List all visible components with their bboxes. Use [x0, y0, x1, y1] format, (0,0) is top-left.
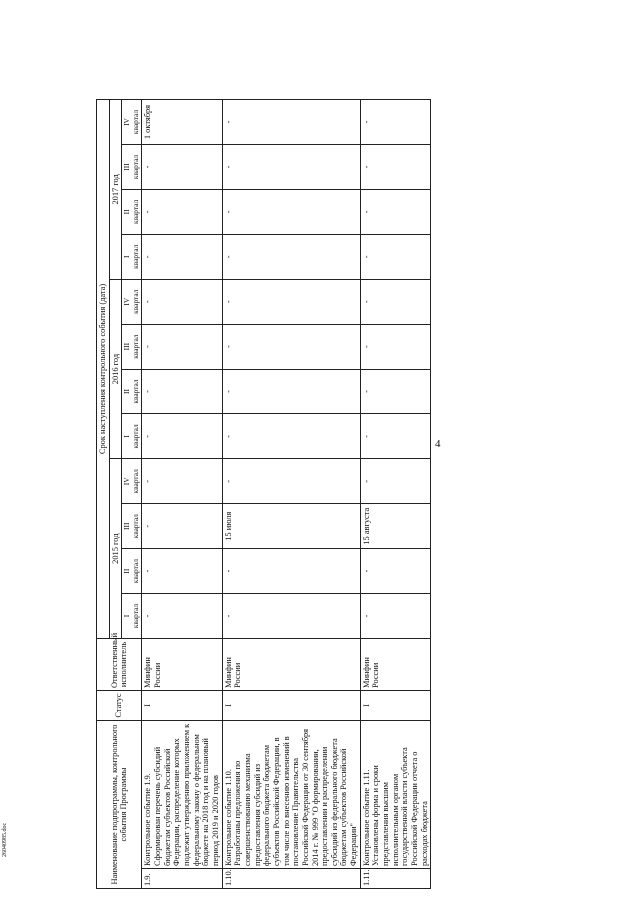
row-status: I: [360, 691, 431, 721]
date-cell: -: [222, 145, 360, 190]
date-cell: 15 июля: [222, 504, 360, 549]
quarter-header: II квартал: [122, 549, 142, 594]
header-year-2017: 2017 год: [109, 100, 122, 280]
header-name: Наименование подпрограммы, контрольного события Программы: [97, 721, 142, 889]
date-cell: -: [360, 100, 431, 145]
date-cell: -: [142, 145, 222, 190]
date-cell: -: [222, 369, 360, 414]
date-cell: -: [360, 414, 431, 459]
date-cell: -: [142, 324, 222, 369]
date-cell: -: [360, 369, 431, 414]
date-cell: -: [222, 234, 360, 279]
quarter-header: II квартал: [122, 369, 142, 414]
date-cell: -: [142, 414, 222, 459]
control-events-table: [96, 99, 431, 889]
date-cell: -: [360, 324, 431, 369]
table-row: [142, 100, 222, 889]
quarter-header: IV квартал: [122, 459, 142, 504]
date-cell: -: [360, 279, 431, 324]
document-footer: 26040985.doc: [2, 822, 8, 857]
date-cell: -: [222, 459, 360, 504]
date-cell: -: [142, 459, 222, 504]
page-number: 4: [435, 438, 441, 450]
row-name: Контрольное событие 1.9. Сформирован перечень субсидий бюджетам субъектов Российской Федерации, распределение которых подлежит утверждению приложением к федеральному закону о федеральном бюджете на 2018 год и на плановый период 2019 и 2020 годов: [142, 721, 222, 869]
quarter-header: IV квартал: [122, 100, 142, 145]
row-responsible: Минфин России: [142, 639, 222, 691]
quarter-header: III квартал: [122, 145, 142, 190]
row-responsible: Минфин России: [222, 639, 360, 691]
quarter-header: I квартал: [122, 234, 142, 279]
date-cell: -: [142, 189, 222, 234]
date-cell: -: [142, 504, 222, 549]
quarter-header: IV квартал: [122, 279, 142, 324]
date-cell: 1 октября: [142, 100, 222, 145]
table-row: [360, 100, 431, 889]
date-cell: -: [360, 549, 431, 594]
date-cell: -: [222, 549, 360, 594]
header-deadline: Срок наступления контрольного события (дата): [97, 100, 110, 639]
date-cell: -: [142, 279, 222, 324]
table-row: [222, 100, 360, 889]
row-name: Контрольное событие 1.10. Разработаны предложения по совершенствованию механизма предоставления субсидий из федерального бюджета бюджетам субъектов Российской Федерации, в том числе по внесению изменений в постановление Правительства Российской Федерации от 30 сентября 2014 г. № 999 "О формировании, предоставлении и распределении субсидий из федерального бюджета бюджетам субъектов Российской Федерации": [222, 721, 360, 869]
row-number: 1.10.: [222, 869, 360, 889]
row-name: Контрольное событие 1.11. Установлены форма и сроки представления высшим исполнительным органом государственной власти субъекта Российской Федерации отчета о расходах бюджета: [360, 721, 431, 869]
date-cell: -: [222, 324, 360, 369]
date-cell: -: [142, 369, 222, 414]
header-status: Статус: [97, 691, 142, 721]
quarter-header: I квартал: [122, 414, 142, 459]
date-cell: -: [360, 145, 431, 190]
quarter-header: II квартал: [122, 189, 142, 234]
control-events-table-wrapper: [96, 99, 616, 889]
date-cell: -: [222, 594, 360, 639]
date-cell: -: [360, 594, 431, 639]
row-number: 1.9.: [142, 869, 222, 889]
header-responsible: Ответственный исполнитель: [97, 639, 142, 691]
row-responsible: Минфин России: [360, 639, 431, 691]
date-cell: -: [222, 100, 360, 145]
header-year-2016: 2016 год: [109, 279, 122, 459]
quarter-header: III квартал: [122, 504, 142, 549]
date-cell: -: [142, 594, 222, 639]
row-status: I: [222, 691, 360, 721]
quarter-header: I квартал: [122, 594, 142, 639]
date-cell: -: [360, 189, 431, 234]
row-number: 1.11.: [360, 869, 431, 889]
date-cell: 15 августа: [360, 504, 431, 549]
quarter-header: III квартал: [122, 324, 142, 369]
date-cell: -: [222, 414, 360, 459]
date-cell: -: [222, 279, 360, 324]
date-cell: -: [222, 189, 360, 234]
date-cell: -: [142, 549, 222, 594]
date-cell: -: [360, 234, 431, 279]
date-cell: -: [360, 459, 431, 504]
date-cell: -: [142, 234, 222, 279]
row-status: I: [142, 691, 222, 721]
header-year-2015: 2015 год: [109, 459, 122, 639]
